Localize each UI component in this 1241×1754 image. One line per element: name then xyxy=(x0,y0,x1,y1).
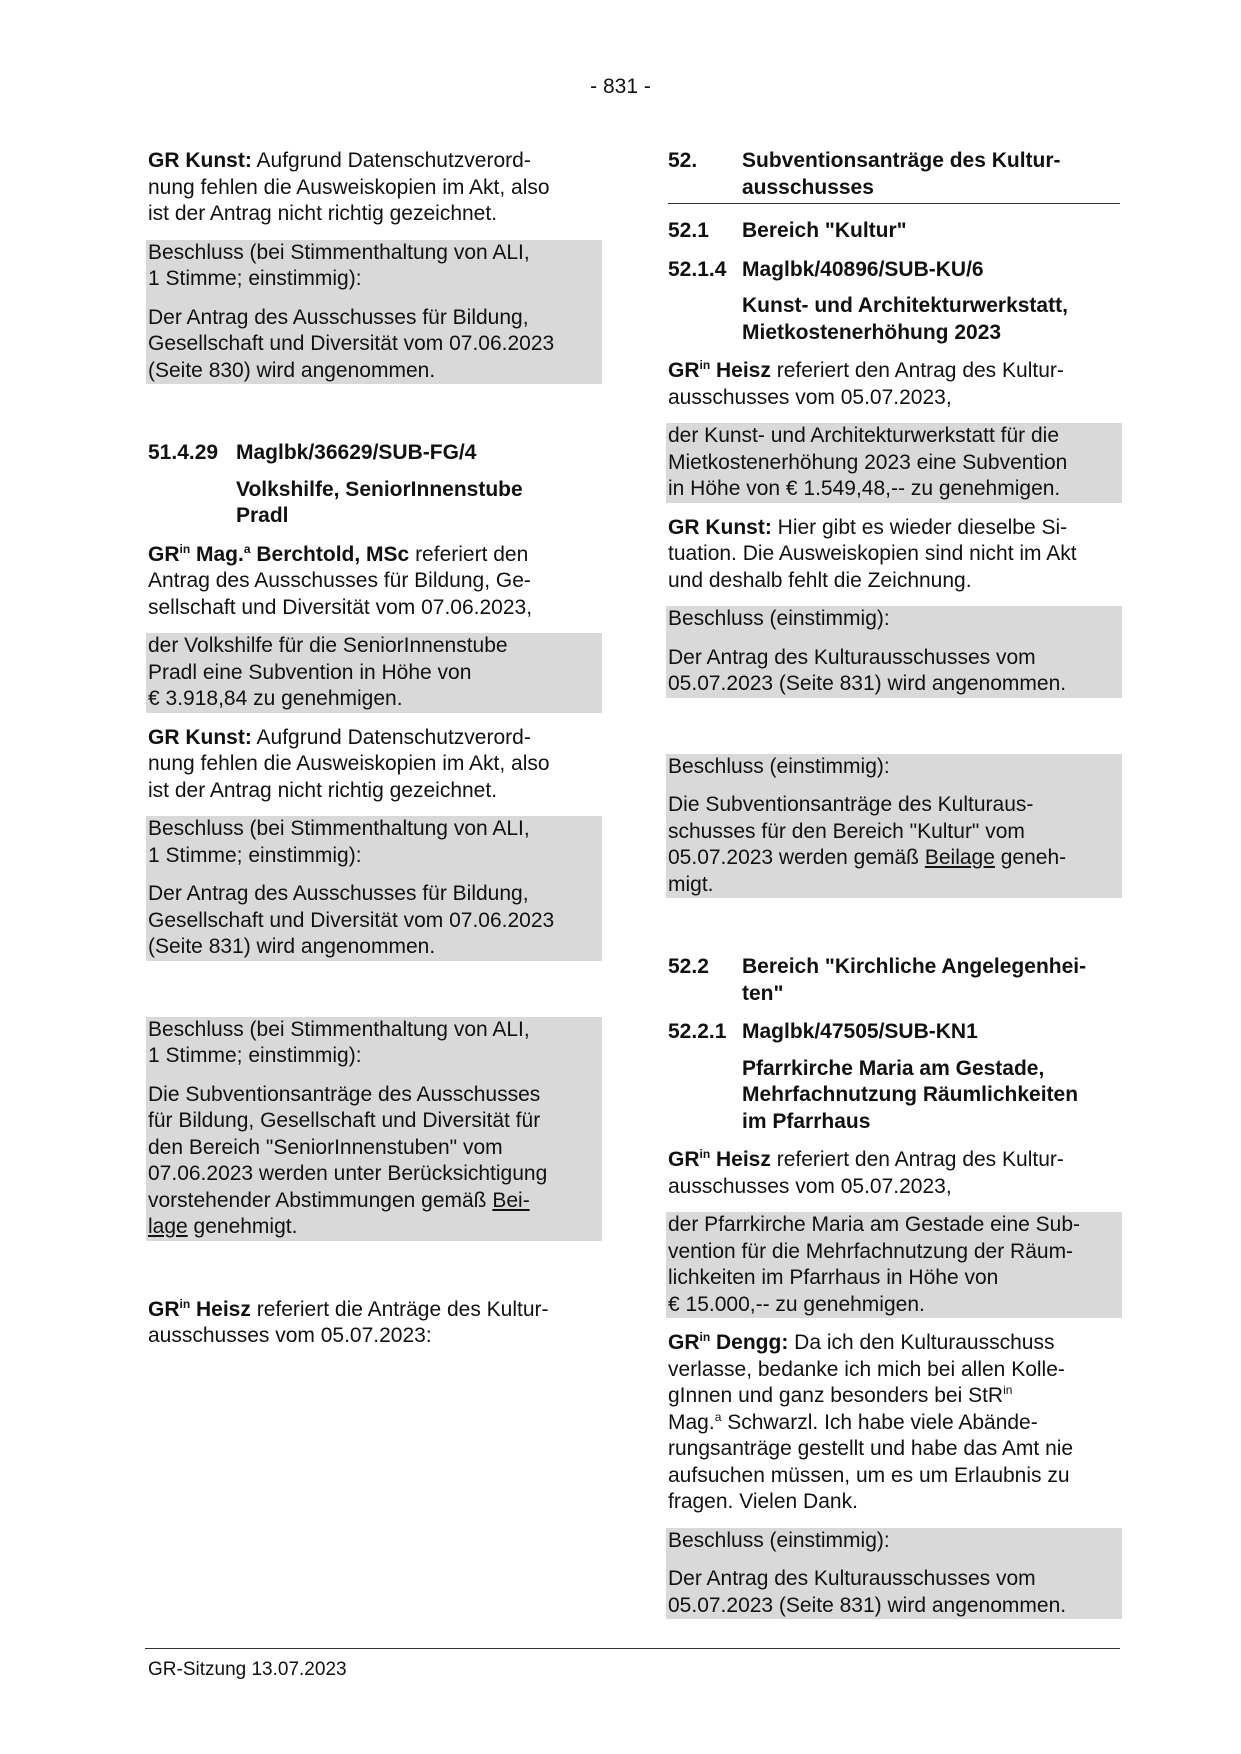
resolution-label: Beschluss (einstimmig): xyxy=(668,607,890,630)
resolution-block-4 xyxy=(666,606,1122,698)
speaker-name: $GR^{in}$ Heisz xyxy=(668,358,771,382)
page-number: - 831 - xyxy=(590,75,651,98)
resolution-block-5 xyxy=(666,754,1122,899)
section-title: Subventionsanträge des Kultur- ausschusses xyxy=(742,149,1061,199)
beilage-link[interactable]: Beilage xyxy=(924,846,995,869)
footer-session-date: GR-Sitzung 13.07.2023 xyxy=(148,1659,347,1680)
motion-text-volkshilfe: der Volkshilfe für die SeniorInnenstube Pradl eine Subvention in Höhe von € 3.918,84 zu genehmigen. xyxy=(146,633,602,713)
speaker-name: GR Kunst: xyxy=(668,515,772,539)
resolution-label: Beschluss (bei Stimmenthaltung von ALI, 1 Stimme; einstimmig): xyxy=(148,817,530,867)
resolution-text: Die Subventionsanträge des Kulturaus- schusses für den Bereich "Kultur" vom 05.07.2023 werden gemäß Beilage geneh- migt. xyxy=(668,793,1067,896)
beilage-link[interactable]: lage xyxy=(148,1215,188,1238)
resolution-label: Beschluss (bei Stimmenthaltung von ALI, 1 Stimme; einstimmig): xyxy=(148,240,530,290)
item-code: Maglbk/47505/SUB-KN1 xyxy=(742,1020,978,1043)
left-column xyxy=(148,148,600,1362)
item-heading-51-4-29 xyxy=(148,440,600,467)
speaker-name: GR Kunst: xyxy=(148,725,252,749)
item-heading-52-1-4: 52.1.4 Maglbk/40896/SUB-KU/6 xyxy=(668,257,1120,284)
statement-gr-kunst-3: GR Kunst: Hier gibt es wieder dieselbe Si- tuation. Die Ausweiskopien sind nicht im Akt und deshalb fehlt die Zeichnung. xyxy=(668,515,1077,592)
resolution-block-2 xyxy=(146,816,602,961)
resolution-label: Beschluss (einstimmig): xyxy=(668,1528,890,1552)
resolution-text: Der Antrag des Ausschusses für Bildung, Gesellschaft und Diversität vom 07.06.2023 (Seite 830) wird angenommen. xyxy=(148,305,555,382)
item-title: Kunst- und Architekturwerkstatt, Mietkostenerhöhung 2023 xyxy=(742,294,1068,344)
text-line: Aufgrund Datenschutzverord- xyxy=(256,149,531,172)
item-number: 51.4.29 xyxy=(148,441,219,464)
statement-heisz-1: $GR^{in}$ Heisz referiert den Antrag des Kultur- ausschusses vom 05.07.2023, xyxy=(668,358,1064,409)
text-line: ist der Antrag nicht richtig gezeichnet. xyxy=(148,202,498,225)
statement-heisz-intro: $GR^{in}$ Heisz referiert die Anträge des Kultur- ausschusses vom 05.07.2023: xyxy=(148,1296,549,1347)
subsection-heading-52-1: 52.1 Bereich "Kultur" xyxy=(668,219,907,242)
beilage-link[interactable]: Bei- xyxy=(492,1188,530,1212)
resolution-label: Beschluss (bei Stimmenthaltung von ALI, 1 Stimme; einstimmig): xyxy=(148,1017,530,1067)
resolution-text: Der Antrag des Kulturausschusses vom 05.07.2023 (Seite 831) wird angenommen. xyxy=(668,645,1067,695)
item-title: Pfarrkirche Maria am Gestade, Mehrfachnutzung Räumlichkeiten im Pfarrhaus xyxy=(742,1056,1079,1133)
right-column xyxy=(668,148,1120,1619)
statement-berchtold: $GR^{in}$ Mag.$^a$ Berchtold, MSc referiert den Antrag des Ausschusses für Bildung, Ge- sellschaft und Diversität vom 07.06.2023, xyxy=(148,541,533,619)
speaker-name: $GR^{in}$ Heisz xyxy=(668,1147,771,1171)
section-heading-52 xyxy=(668,148,1120,204)
item-code: Maglbk/40896/SUB-KU/6 xyxy=(742,257,984,281)
item-title: Volkshilfe, SeniorInnenstube Pradl xyxy=(236,477,523,527)
resolution-text: Die Subventionsanträge des Ausschusses für Bildung, Gesellschaft und Diversität für den Bereich "SeniorInnenstuben" vom 07.06.2023 werden unter Berücksichtigung vorstehender Abstimmungen gemäß Bei- lage genehmigt. xyxy=(148,1082,548,1238)
resolution-text: Der Antrag des Kulturausschusses vom 05.07.2023 (Seite 831) wird angenommen. xyxy=(668,1567,1067,1617)
resolution-block-1 xyxy=(146,240,602,385)
section-number: 52. xyxy=(668,149,698,172)
item-heading-52-2-1: 52.2.1 Maglbk/47505/SUB-KN1 xyxy=(668,1019,1120,1046)
subsection-heading-52-2: 52.2 Bereich "Kirchliche Angelegenhei- ten" xyxy=(668,955,1087,1005)
motion-text-pfarrkirche: der Pfarrkirche Maria am Gestade eine Sub- vention für die Mehrfachnutzung der Räum- lichkeiten im Pfarrhaus in Höhe von € 15.000,-- zu genehmigen. xyxy=(666,1212,1122,1318)
statement-gr-kunst-2: GR Kunst: Aufgrund Datenschutzverord- nung fehlen die Ausweiskopien im Akt, also ist der Antrag nicht richtig gezeichnet. xyxy=(148,725,550,802)
speaker-name: $GR^{in}$ Mag.$^a$ Berchtold, MSc xyxy=(148,541,410,566)
speaker-name: $GR^{in}$ Heisz xyxy=(148,1296,251,1321)
text-line: nung fehlen die Ausweiskopien im Akt, also xyxy=(148,175,550,199)
statement-dengg: $GR^{in}$ Dengg: Da ich den Kulturausschuss verlasse, bedanke ich mich bei allen Kolle- gInnen und ganz besonders bei StR$^{in}$ Mag.$^a$ Schwarzl. Ich habe viele Abände- rungsanträge gestellt und habe das Amt nie aufsuchen müssen, um es um Erlaubnis zu fragen. Vielen Dank. xyxy=(668,1330,1074,1513)
statement-heisz-2: $GR^{in}$ Heisz referiert den Antrag des Kultur- ausschusses vom 05.07.2023, xyxy=(668,1147,1064,1198)
resolution-block-3 xyxy=(146,1017,602,1241)
resolution-label: Beschluss (einstimmig): xyxy=(668,754,890,778)
footer-divider xyxy=(145,1648,1120,1649)
resolution-text: Der Antrag des Ausschusses für Bildung, Gesellschaft und Diversität vom 07.06.2023 (Seite 831) wird angenommen. xyxy=(148,882,555,958)
resolution-block-6 xyxy=(666,1528,1122,1620)
speaker-name: GR Kunst: xyxy=(148,149,252,172)
statement-gr-kunst-1 xyxy=(148,148,600,228)
item-code: Maglbk/36629/SUB-FG/4 xyxy=(236,441,477,464)
speaker-name: $GR^{in}$ Dengg: xyxy=(668,1330,789,1354)
motion-text-architekturwerkstatt: der Kunst- und Architekturwerkstatt für die Mietkostenerhöhung 2023 eine Subvention in Höhe von € 1.549,48,-- zu genehmigen. xyxy=(666,423,1122,503)
